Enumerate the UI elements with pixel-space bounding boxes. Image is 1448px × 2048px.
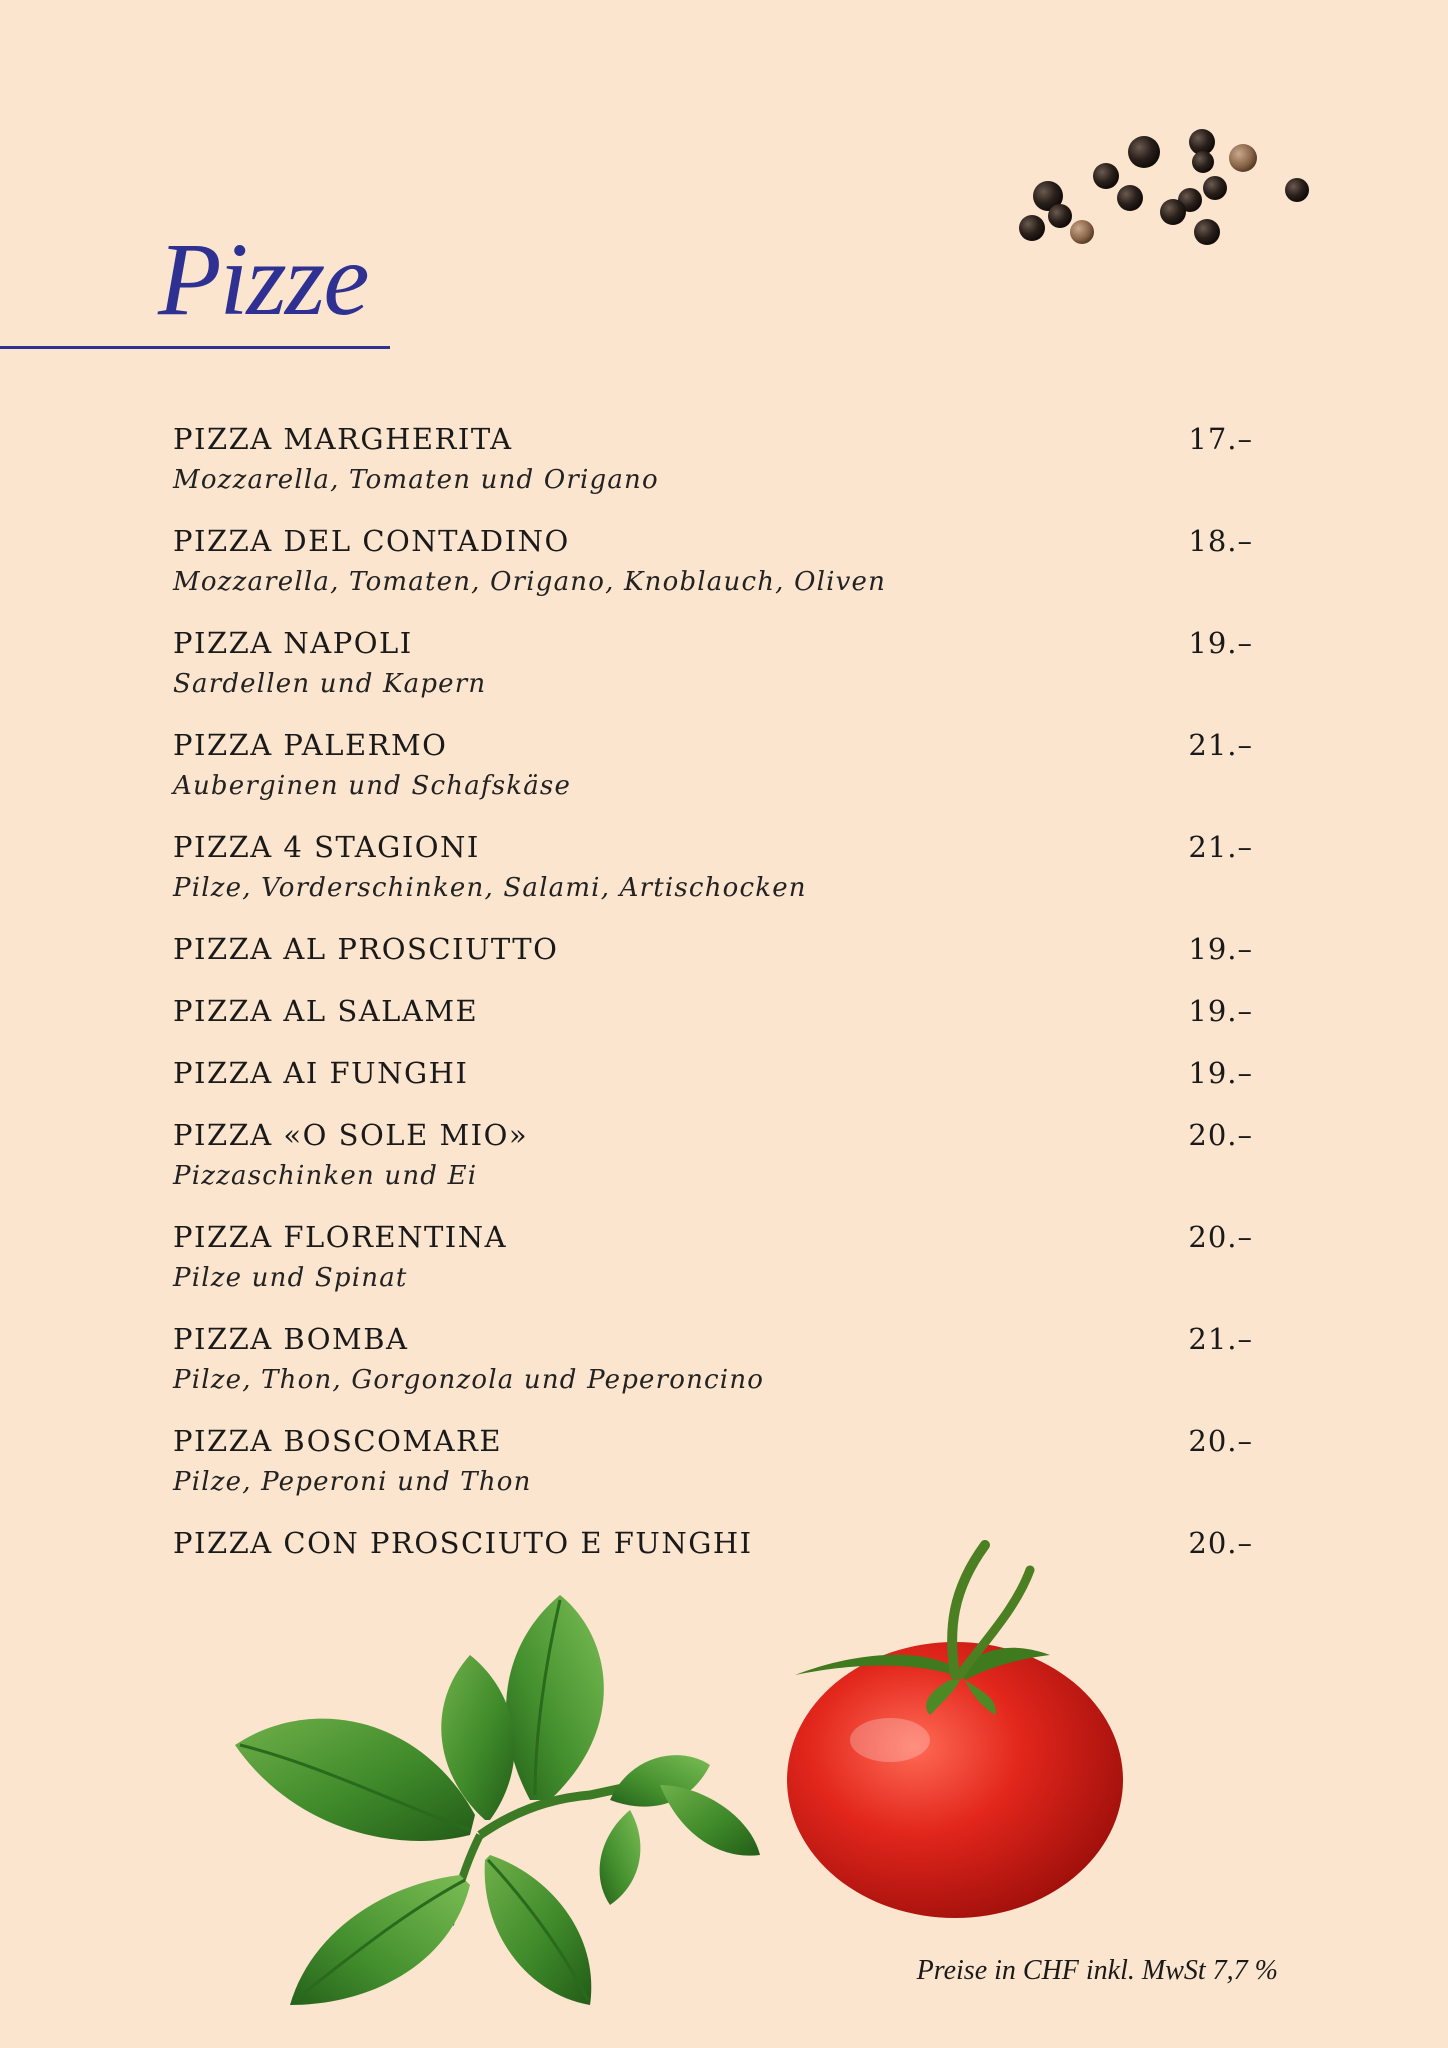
peppercorns-image	[1000, 120, 1330, 260]
menu-item	[173, 1420, 1253, 1502]
menu-item	[173, 826, 1253, 908]
menu-item-name: PIZZA AL SALAME	[173, 994, 479, 1028]
menu-item-name: PIZZA BOSCOMARE	[173, 1424, 503, 1458]
menu-item-name: PIZZA BOMBA	[173, 1322, 409, 1356]
menu-item-description: Pilze, Thon, Gorgonzola und Peperoncino	[173, 1365, 765, 1395]
menu-item	[173, 1318, 1253, 1400]
menu-item-price: 20.–	[1188, 1118, 1253, 1152]
menu-item-name: PIZZA MARGHERITA	[173, 422, 513, 456]
price-note: Preise in CHF inkl. MwSt 7,7 %	[916, 1955, 1278, 1986]
menu-item-description: Pilze und Spinat	[173, 1263, 408, 1293]
menu-item-description: Mozzarella, Tomaten, Origano, Knoblauch, Oliven	[173, 567, 887, 597]
menu-item-price: 21.–	[1188, 830, 1253, 864]
menu-item	[173, 990, 1253, 1032]
menu-item-price: 20.–	[1188, 1220, 1253, 1254]
menu-item-name: PIZZA FLORENTINA	[173, 1220, 508, 1254]
menu-item-description: Pilze, Peperoni und Thon	[173, 1467, 532, 1497]
menu-item	[173, 724, 1253, 806]
menu-item-price: 19.–	[1188, 932, 1253, 966]
menu-item-description: Auberginen und Schafskäse	[173, 771, 572, 801]
menu-item-description: Sardellen und Kapern	[173, 669, 487, 699]
menu-item	[173, 418, 1253, 500]
menu-item-price: 20.–	[1188, 1424, 1253, 1458]
menu-item	[173, 1114, 1253, 1196]
menu-item-name: PIZZA CON PROSCIUTO E FUNGHI	[173, 1526, 753, 1560]
menu-item-price: 18.–	[1188, 524, 1253, 558]
menu-item-price: 21.–	[1188, 728, 1253, 762]
menu-item-description: Pilze, Vorderschinken, Salami, Artischocken	[173, 873, 807, 903]
menu-item	[173, 1052, 1253, 1094]
menu-item-name: PIZZA AI FUNGHI	[173, 1056, 469, 1090]
menu-item	[173, 622, 1253, 704]
menu-item-name: PIZZA NAPOLI	[173, 626, 413, 660]
menu-item-name: PIZZA AL PROSCIUTTO	[173, 932, 559, 966]
page-title: Pizze	[158, 222, 368, 337]
menu-item-price: 17.–	[1188, 422, 1253, 456]
menu-item-name: PIZZA PALERMO	[173, 728, 448, 762]
menu-item-description: Mozzarella, Tomaten und Origano	[173, 465, 659, 495]
basil-image	[230, 1585, 790, 2005]
menu-item-description: Pizzaschinken und Ei	[173, 1161, 478, 1191]
menu-item-price: 20.–	[1188, 1526, 1253, 1560]
menu-item	[173, 1216, 1253, 1298]
menu-item-name: PIZZA DEL CONTADINO	[173, 524, 570, 558]
menu-item-name: PIZZA «O SOLE MIO»	[173, 1118, 529, 1152]
menu-item-price: 19.–	[1188, 1056, 1253, 1090]
menu-item	[173, 520, 1253, 602]
title-underline	[0, 346, 390, 349]
menu-item-price: 21.–	[1188, 1322, 1253, 1356]
menu-item-price: 19.–	[1188, 994, 1253, 1028]
menu-item-price: 19.–	[1188, 626, 1253, 660]
tomato-image	[780, 1540, 1130, 1920]
menu-item	[173, 928, 1253, 970]
pizza-menu-list	[173, 418, 1253, 1584]
menu-item-name: PIZZA 4 STAGIONI	[173, 830, 480, 864]
